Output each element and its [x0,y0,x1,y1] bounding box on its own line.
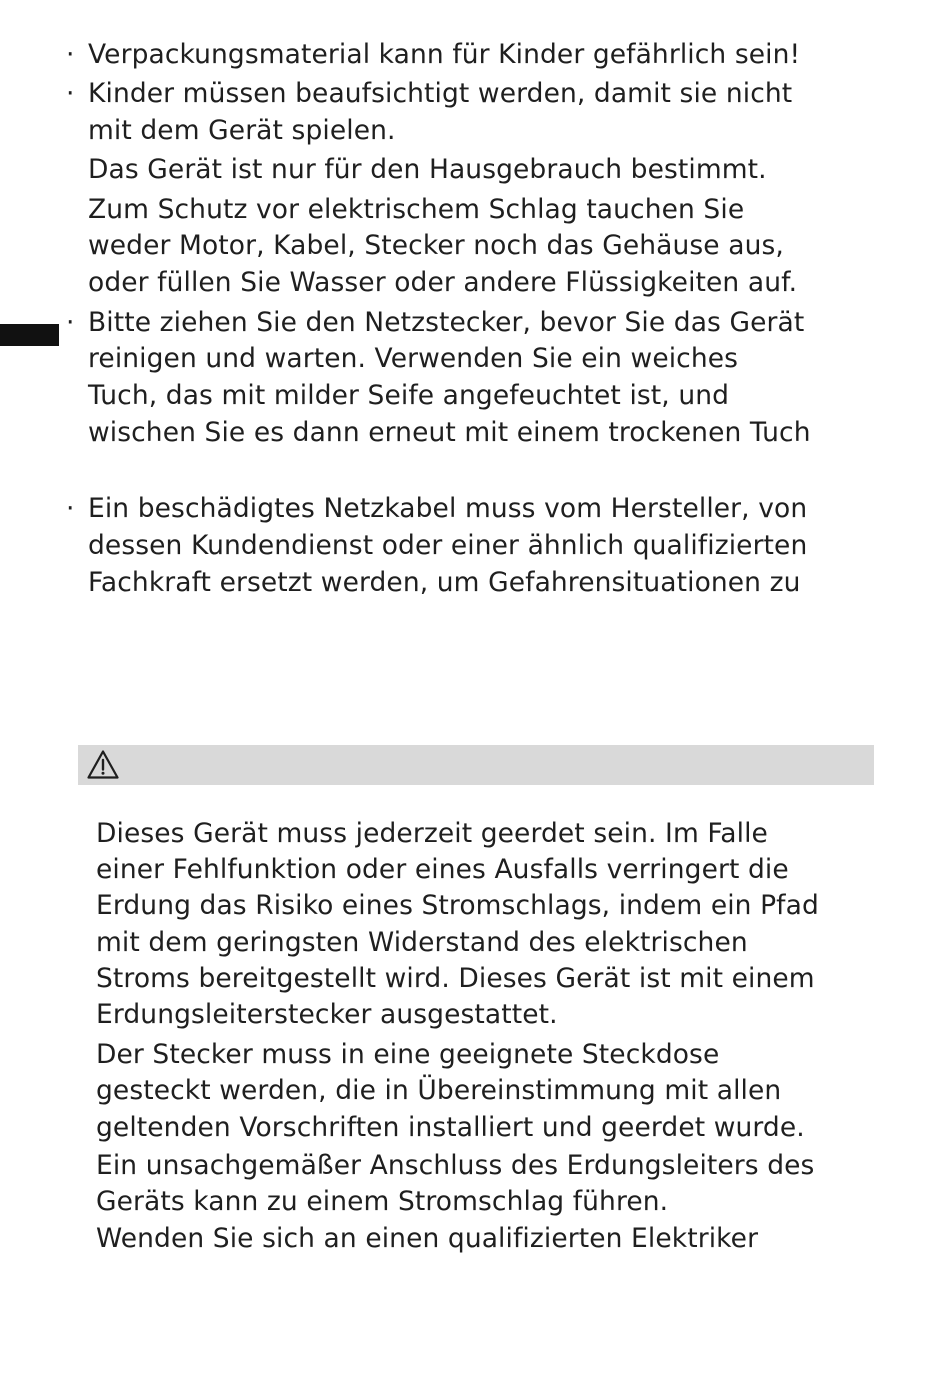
text-line: oder füllen Sie Wasser oder andere Flüssigkeiten auf. [88,267,798,298]
section-tab-marker [0,324,59,346]
text-line: Zum Schutz vor elektrischem Schlag tauchen Sie [88,194,745,225]
text-line: mit dem Gerät spielen. [88,115,396,146]
warning-bar [78,745,874,785]
text-line: Das Gerät ist nur für den Hausgebrauch bestimmt. [88,154,767,185]
text-line: gesteckt werden, die in Übereinstimmung mit allen [96,1075,782,1106]
text-line: Ein beschädigtes Netzkabel muss vom Hersteller, von [88,493,808,524]
text-line: Ein unsachgemäßer Anschluss des Erdungsleiters des [96,1150,815,1181]
text-line: Geräts kann zu einem Stromschlag führen. [96,1186,669,1217]
bullet-dot: · [66,307,75,338]
text-line: Stroms bereitgestellt wird. Dieses Gerät ist mit einem [96,963,815,994]
text-line: Der Stecker muss in eine geeignete Steckdose [96,1039,720,1070]
text-line: reinigen und warten. Verwenden Sie ein weiches [88,343,739,374]
warning-triangle-icon [86,749,120,780]
text-line: weder Motor, Kabel, Stecker noch das Gehäuse aus, [88,230,784,261]
bullet-dot: · [66,39,75,70]
text-line: Fachkraft ersetzt werden, um Gefahrensituationen zu [88,567,801,598]
text-line: Wenden Sie sich an einen qualifizierten Elektriker [96,1223,759,1254]
text-line: mit dem geringsten Widerstand des elektrischen [96,927,748,958]
text-line: geltenden Vorschriften installiert und geerdet wurde. [96,1112,805,1143]
text-line: dessen Kundendienst oder einer ähnlich qualifizierten [88,530,808,561]
bullet-dot: · [66,493,75,524]
text-line: Erdung das Risiko eines Stromschlags, indem ein Pfad [96,890,819,921]
text-line: Verpackungsmaterial kann für Kinder gefährlich sein! [88,39,801,70]
bullet-dot: · [66,78,75,109]
text-line: Tuch, das mit milder Seife angefeuchtet ist, und [88,380,730,411]
text-line: Bitte ziehen Sie den Netzstecker, bevor Sie das Gerät [88,307,805,338]
text-line: wischen Sie es dann erneut mit einem trockenen Tuch [88,417,811,448]
text-line: Erdungsleiterstecker ausgestattet. [96,999,558,1030]
text-line: Kinder müssen beaufsichtigt werden, damit sie nicht [88,78,793,109]
text-line: einer Fehlfunktion oder eines Ausfalls verringert die [96,854,789,885]
text-line: Dieses Gerät muss jederzeit geerdet sein. Im Falle [96,818,768,849]
